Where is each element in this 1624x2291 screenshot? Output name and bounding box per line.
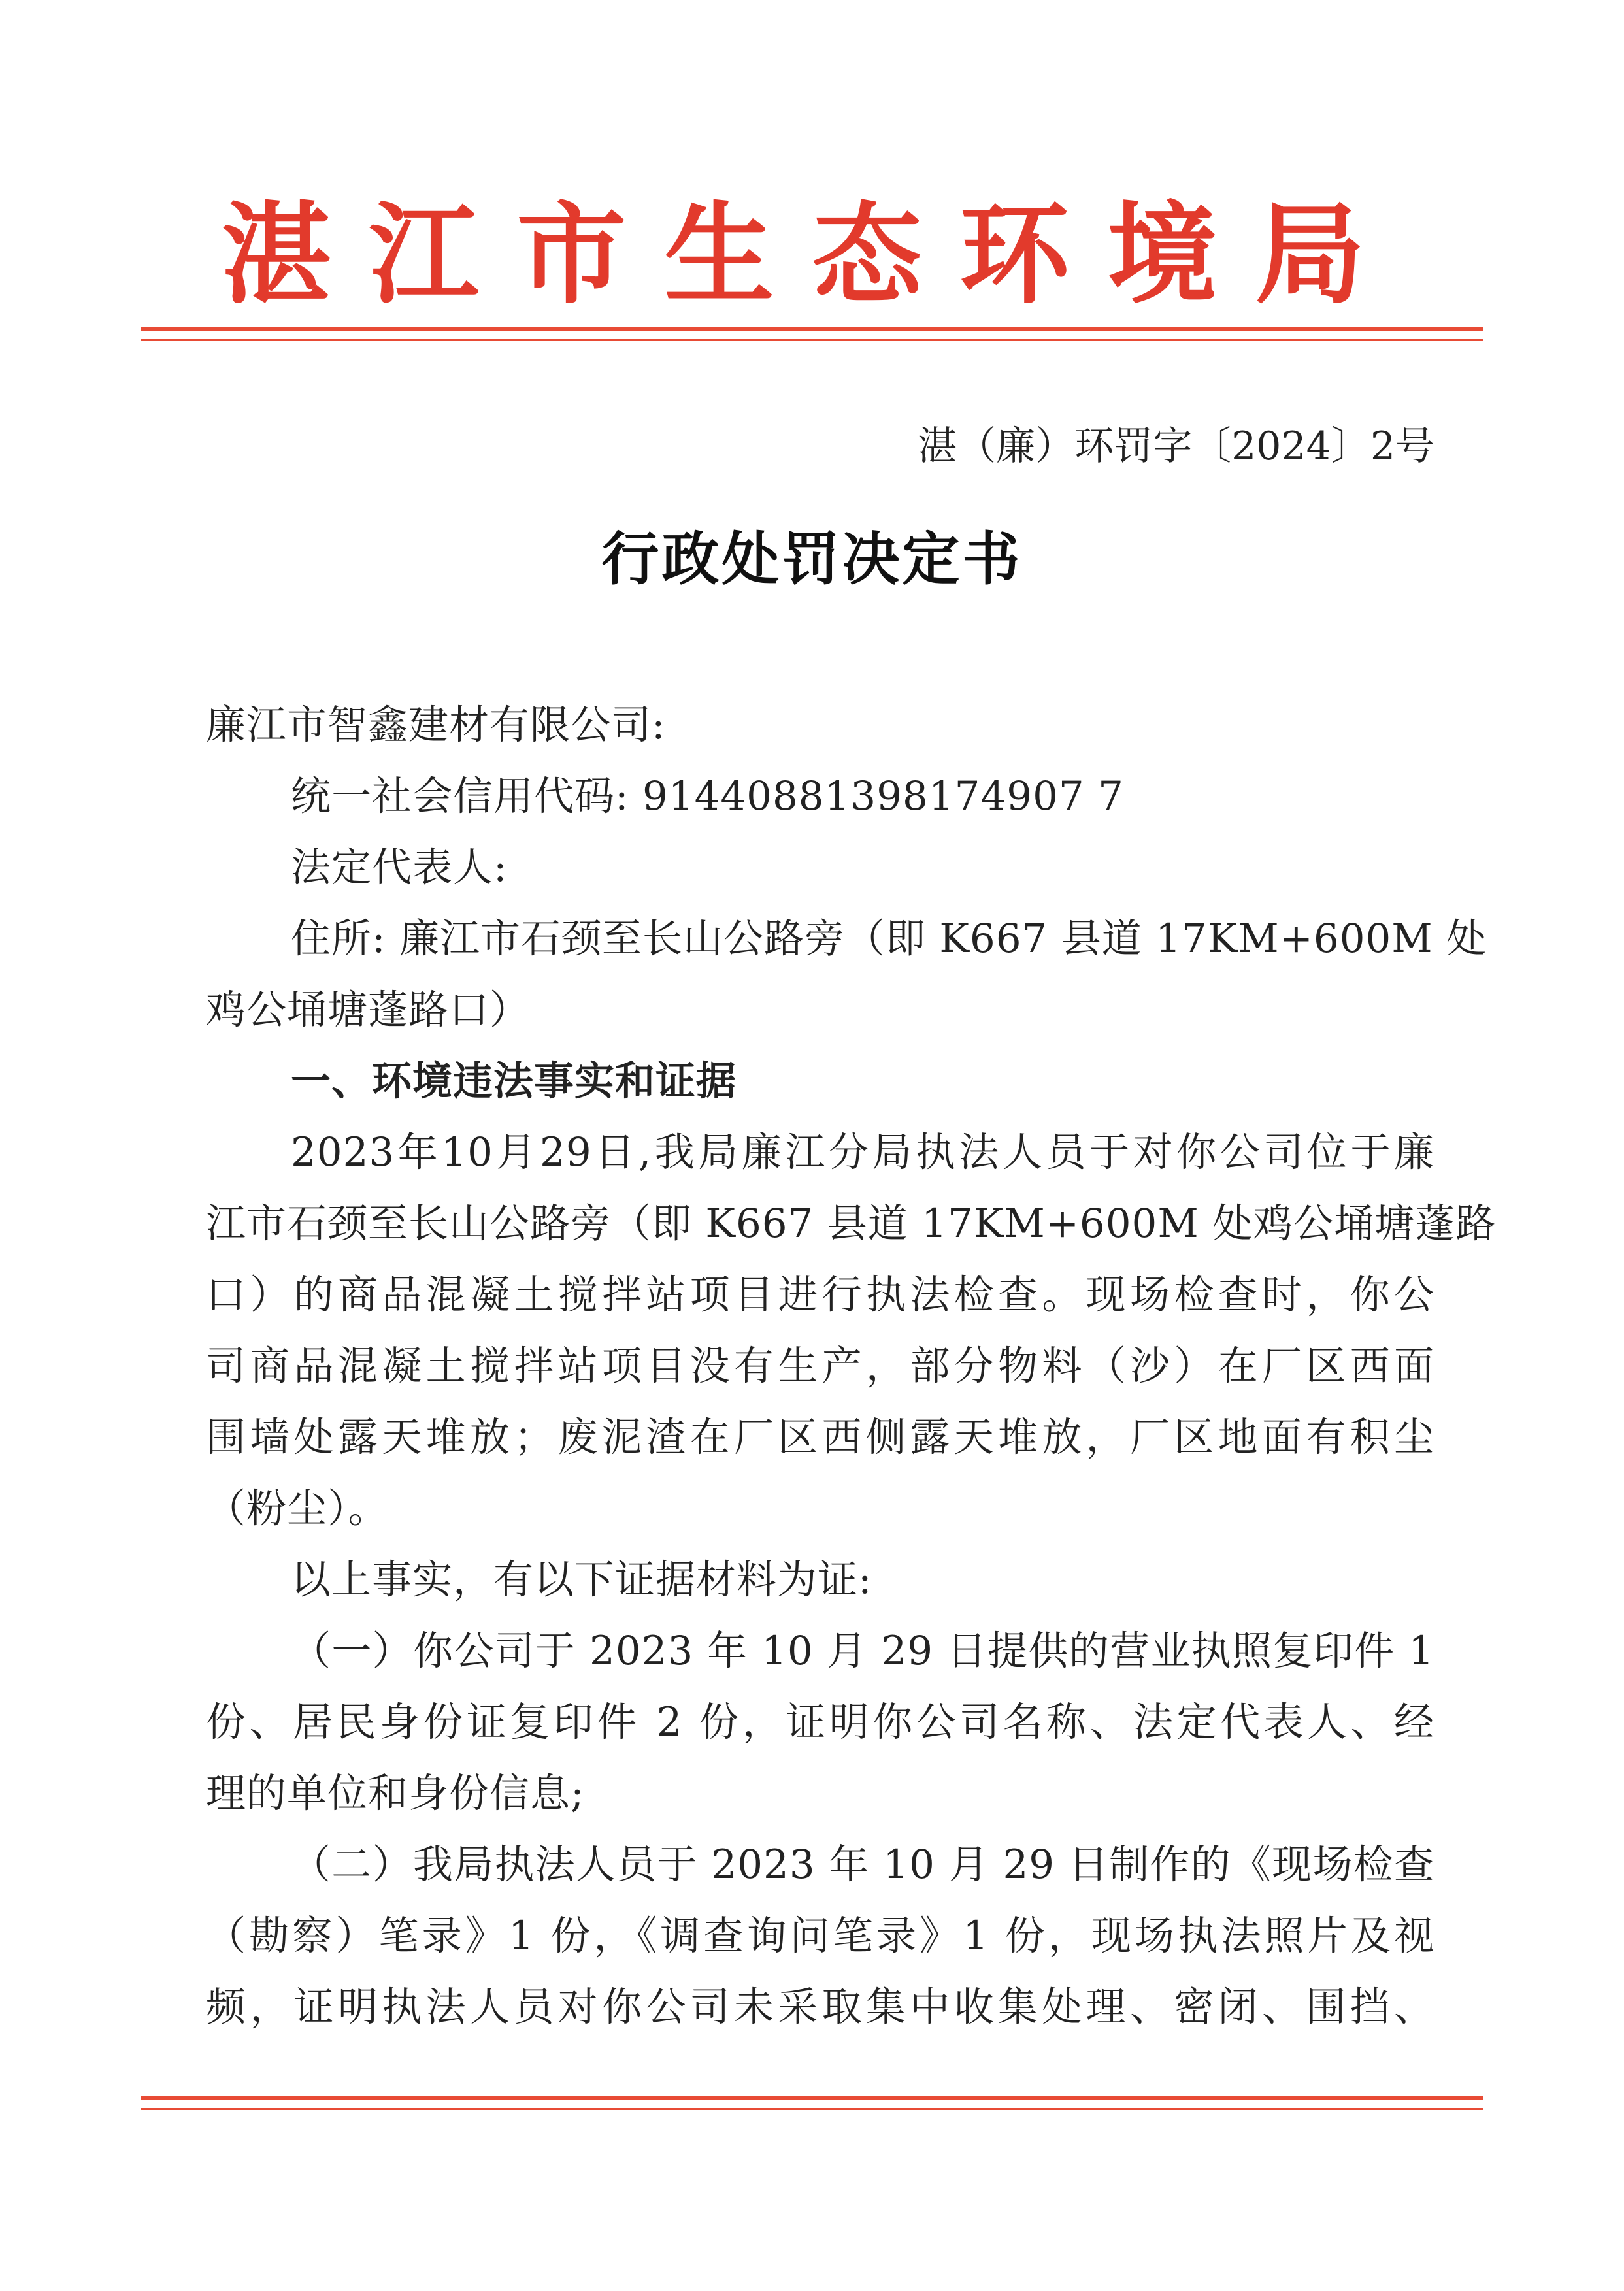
legal-representative-line: 法定代表人: [291, 844, 508, 891]
organization-header: 湛江市生态环境局 [221, 191, 1403, 319]
document-title: 行政处罚决定书 [601, 525, 1023, 593]
paragraph-line: （粉尘）。 [206, 1485, 389, 1532]
paragraph-line: 司商品混凝土搅拌站项目没有生产，部分物料（沙）在厂区西面 [206, 1343, 1434, 1389]
address-line-continued: 鸡公埇塘蓬路口） [206, 987, 531, 1033]
evidence-item-line: 份、居民身份证复印件 2 份，证明你公司名称、法定代表人、经 [206, 1699, 1434, 1745]
evidence-item-line: 频，证明执法人员对你公司未采取集中收集处理、密闭、围挡、 [206, 1984, 1434, 2030]
recipient-line: 廉江市智鑫建材有限公司: [206, 702, 666, 748]
paragraph-line: 围墙处露天堆放；废泥渣在厂区西侧露天堆放，厂区地面有积尘 [206, 1414, 1434, 1460]
evidence-intro-line: 以上事实，有以下证据材料为证: [291, 1557, 872, 1603]
document-number: 湛（廉）环罚字〔2024〕2号 [918, 423, 1434, 469]
footer-rule-thin [141, 2108, 1483, 2110]
evidence-item-line: （二）我局执法人员于 2023 年 10 月 29 日制作的《现场检查 [291, 1841, 1434, 1888]
header-rule-thin [141, 339, 1483, 341]
document-body [206, 689, 1497, 2043]
address-line: 住所: 廉江市石颈至长山公路旁（即 K667 县道 17KM+600M 处 [291, 915, 1487, 962]
evidence-item-line: （勘察）笔录》1 份，《调查询问笔录》1 份，现场执法照片及视 [206, 1913, 1434, 1959]
evidence-item-line: 理的单位和身份信息; [206, 1770, 585, 1817]
paragraph-line: 2023年10月29日,我局廉江分局执法人员于对你公司位于廉 [291, 1129, 1434, 1176]
paragraph-line: 江市石颈至长山公路旁（即 K667 县道 17KM+600M 处鸡公埇塘蓬路 [206, 1200, 1497, 1247]
evidence-item-line: （一）你公司于 2023 年 10 月 29 日提供的营业执照复印件 1 [291, 1628, 1434, 1674]
footer-rule-thick [141, 2096, 1483, 2100]
paragraph-line: 口）的商品混凝土搅拌站项目进行执法检查。现场检查时，你公 [206, 1272, 1434, 1318]
section-heading: 一、环境违法事实和证据 [291, 1058, 737, 1104]
header-rule-thick [141, 327, 1483, 331]
credit-code-line: 统一社会信用代码: 91440881398174907 7 [291, 773, 1124, 819]
